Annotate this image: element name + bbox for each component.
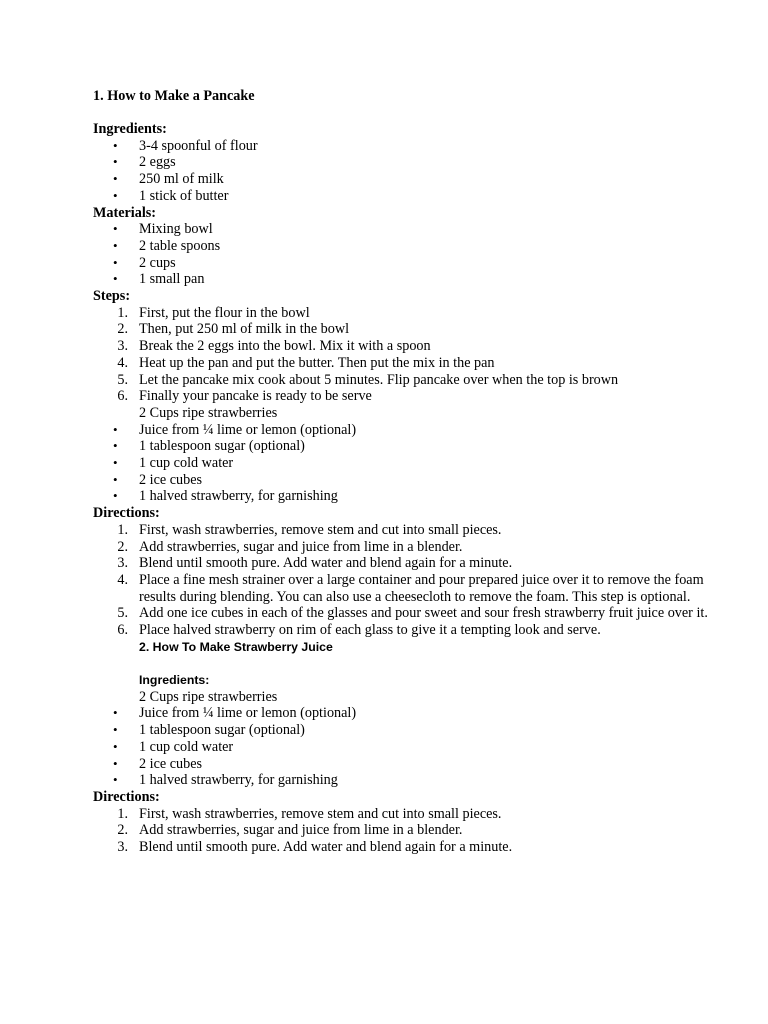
- spacer: [93, 656, 733, 673]
- list-number: 1.: [117, 521, 128, 538]
- plain-line: 2 Cups ripe strawberries: [139, 688, 278, 705]
- list-item: • 1 tablespoon sugar (optional): [93, 722, 733, 739]
- plain-line: 2 Cups ripe strawberries: [139, 404, 278, 421]
- list-item: [93, 572, 733, 605]
- list-item: [93, 372, 733, 389]
- list-number: 3.: [117, 839, 128, 856]
- list-item: [93, 321, 733, 338]
- step-text: Finally your pancake is ready to be serve: [139, 388, 372, 405]
- list-number: 2.: [117, 822, 128, 839]
- recipe1-directions-label: Directions:: [93, 505, 160, 522]
- direction-text: Blend until smooth pure. Add water and blend again for a minute.: [139, 555, 513, 572]
- list-item: [93, 539, 733, 556]
- direction-text: Blend until smooth pure. Add water and blend again for a minute.: [139, 839, 513, 856]
- list-item: • 1 tablespoon sugar (optional): [93, 438, 733, 455]
- list-item: [93, 622, 733, 639]
- list-item: • Juice from ¼ lime or lemon (optional): [93, 422, 733, 439]
- list-item: [93, 338, 733, 355]
- step-text: Let the pancake mix cook about 5 minutes. Flip pancake over when the top is brown: [139, 371, 619, 388]
- spacer: [93, 105, 733, 121]
- list-number: 4.: [117, 571, 128, 588]
- list-number: 5.: [117, 371, 128, 388]
- list-item: [93, 806, 733, 823]
- list-item: [93, 355, 733, 372]
- list-item: • 2 ice cubes: [93, 756, 733, 773]
- list-item: • 2 ice cubes: [93, 472, 733, 489]
- list-number: 3.: [117, 338, 128, 355]
- recipe1-materials-label: Materials:: [93, 204, 157, 221]
- list-number: 1.: [117, 304, 128, 321]
- list-item: [93, 522, 733, 539]
- recipe1-ingredients-label: Ingredients:: [93, 121, 167, 137]
- recipe2-directions-list: [93, 806, 733, 856]
- list-number: 5.: [117, 605, 128, 622]
- recipe1-materials-list: [93, 221, 733, 288]
- recipe2-directions-label: Directions:: [93, 788, 160, 805]
- list-item: • 2 table spoons: [93, 238, 733, 255]
- direction-text: Place halved strawberry on rim of each glass to give it a tempting look and serve.: [139, 622, 601, 639]
- recipe2-title: 2. How To Make Strawberry Juice: [139, 639, 333, 654]
- list-number: 3.: [117, 555, 128, 572]
- step-text: Heat up the pan and put the butter. Then put the mix in the pan: [139, 354, 495, 371]
- recipe1-steps-label: Steps:: [93, 288, 131, 305]
- list-number: 6.: [117, 388, 128, 405]
- list-item: [93, 305, 733, 322]
- list-item: • 1 cup cold water: [93, 455, 733, 472]
- list-item: [93, 839, 733, 856]
- list-number: 6.: [117, 622, 128, 639]
- list-number: 2.: [117, 321, 128, 338]
- recipe1-title: 1. How to Make a Pancake: [93, 88, 255, 104]
- recipe1-directions-list: [93, 522, 733, 639]
- list-number: 2.: [117, 538, 128, 555]
- recipe1-ingredients-list: [93, 138, 733, 205]
- direction-text: First, wash strawberries, remove stem and cut into small pieces.: [139, 521, 502, 538]
- recipe2-ingredients-label: Ingredients:: [139, 673, 210, 687]
- list-item: [93, 822, 733, 839]
- list-item: • 3-4 spoonful of flour: [93, 138, 733, 155]
- list-item: • 1 stick of butter: [93, 188, 733, 205]
- list-item: • 2 eggs: [93, 154, 733, 171]
- recipe1-extra-list: [93, 422, 733, 506]
- list-item: • Mixing bowl: [93, 221, 733, 238]
- list-item: • 1 small pan: [93, 271, 733, 288]
- direction-text: Add one ice cubes in each of the glasses and pour sweet and sour fresh strawberry fruit juice over it.: [139, 605, 708, 622]
- list-item: • 1 halved strawberry, for garnishing: [93, 488, 733, 505]
- list-item: • 1 halved strawberry, for garnishing: [93, 772, 733, 789]
- direction-text: Place a fine mesh strainer over a large container and pour prepared juice over it to remove the foam results during blending. You can also use a cheesecloth to remove the foam. This step is optional.: [139, 571, 704, 605]
- list-number: 4.: [117, 354, 128, 371]
- list-item: • Juice from ¼ lime or lemon (optional): [93, 705, 733, 722]
- list-item: [93, 388, 733, 405]
- list-item: [93, 605, 733, 622]
- direction-text: Add strawberries, sugar and juice from lime in a blender.: [139, 538, 463, 555]
- direction-text: Add strawberries, sugar and juice from lime in a blender.: [139, 822, 463, 839]
- recipe2-ingredients-list: [93, 705, 733, 789]
- direction-text: First, wash strawberries, remove stem and cut into small pieces.: [139, 805, 502, 822]
- step-text: Break the 2 eggs into the bowl. Mix it with a spoon: [139, 338, 431, 355]
- list-item: • 250 ml of milk: [93, 171, 733, 188]
- document-page: [93, 88, 733, 856]
- step-text: First, put the flour in the bowl: [139, 304, 310, 321]
- list-item: [93, 555, 733, 572]
- list-item: • 2 cups: [93, 255, 733, 272]
- recipe1-steps-list: [93, 305, 733, 405]
- step-text: Then, put 250 ml of milk in the bowl: [139, 321, 350, 338]
- list-number: 1.: [117, 805, 128, 822]
- list-item: • 1 cup cold water: [93, 739, 733, 756]
